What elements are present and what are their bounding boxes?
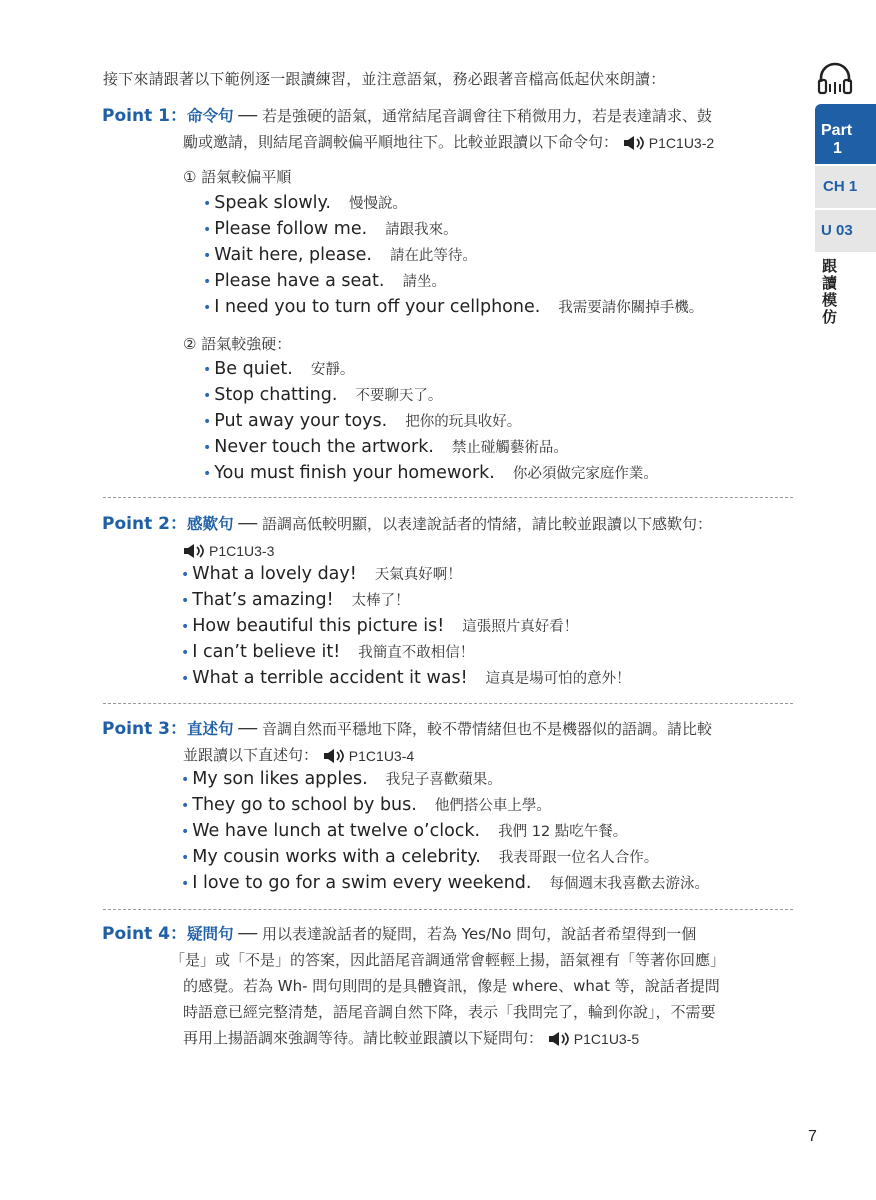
list-item: • Put away your toys. 把你的玩具收好。 (203, 411, 522, 431)
speaker-icon (323, 748, 347, 764)
unit-tab[interactable] (815, 210, 876, 252)
speaker-icon (623, 135, 647, 151)
audio-track-p1c1u3-5[interactable] (548, 1026, 639, 1052)
point-1-header: Point 1：命令句 ── 若是強硬的語氣，通常結尾音調會往下稍微用力，若是表達請求、鼓 (102, 106, 713, 126)
point-3-header: Point 3：直述句 ── 音調自然而平穩地下降，較不帶情緒但也不是機器似的語調。請比較 (102, 719, 713, 739)
list-item: • We have lunch at twelve o’clock. 我們 12 點吃午餐。 (181, 821, 628, 841)
point-1-line2-row (183, 129, 714, 156)
audio-track-p1c1u3-2[interactable] (623, 130, 714, 156)
audio-code: P1C1U3-3 (209, 542, 275, 559)
audio-track-p1c1u3-3[interactable] (183, 538, 274, 564)
list-item: • My son likes apples. 我兒子喜歡蘋果。 (181, 769, 502, 789)
sub-heading-strong: ② 語氣較強硬： (183, 335, 292, 353)
list-item: • Wait here, please. 請在此等待。 (203, 245, 477, 265)
part-label: Part (821, 122, 853, 139)
part-tab[interactable] (815, 104, 876, 164)
intro-text: 接下來請跟著以下範例逐一跟讀練習，並注意語氣，務必跟著音檔高低起伏來朗讀： (103, 70, 666, 88)
point-1-line2: 勵或邀請，則結尾音調較偏平順地往下。比較並跟讀以下命令句： (183, 133, 619, 151)
list-item: • Be quiet. 安靜。 (203, 359, 355, 379)
chapter-label: CH 1 (823, 178, 858, 195)
list-item: • How beautiful this picture is! 這張照片真好看！ (181, 616, 579, 636)
point-2-header: Point 2：感歎句 ── 語調高低較明顯，以表達說話者的情緒，請比較並跟讀以下感歎句： (102, 514, 713, 534)
point-3-line1: 音調自然而平穩地下降，較不帶情緒但也不是機器似的語調。請比較 (262, 720, 713, 738)
list-item: • Please follow me. 請跟我來。 (203, 219, 458, 239)
point-2-audio-row (183, 537, 274, 564)
section-divider (103, 703, 793, 704)
point-4-line4: 時語意已經完整清楚，語尾音調自然下降，表示「我問完了，輪到你說」，不需要 (183, 1003, 716, 1021)
point-2-label: Point 2： (102, 514, 187, 534)
point-1-label: Point 1： (102, 106, 187, 126)
list-item: • What a terrible accident it was! 這真是場可怕的意外！ (181, 668, 631, 688)
list-item: • What a lovely day! 天氣真好啊！ (181, 564, 462, 584)
audio-code: P1C1U3-2 (648, 134, 715, 151)
section-divider (103, 909, 793, 910)
point-4-line2: 「是」或「不是」的答案，因此語尾音調通常會輕輕上揚，語氣裡有「等著你回應」 (170, 951, 726, 969)
list-item: • You must finish your homework. 你必須做完家庭作業。 (203, 463, 658, 483)
list-item: • Please have a seat. 請坐。 (203, 271, 446, 291)
point-3-label: Point 3： (102, 719, 187, 739)
sidebar-vertical-title: 跟讀模仿 (822, 257, 838, 326)
point-1-name: 命令句 (186, 107, 234, 125)
audio-track-p1c1u3-4[interactable] (323, 743, 414, 769)
point-4-line5: 再用上揚語調來強調等待。請比較並跟讀以下疑問句： (183, 1029, 544, 1047)
list-item: • Stop chatting. 不要聊天了。 (203, 385, 443, 405)
point-3-line2-row (183, 742, 414, 769)
point-4-header: Point 4：疑問句 ── 用以表達說話者的疑問，若為 Yes/No 問句，說話者希望得到一個 (102, 924, 697, 944)
headphones-icon (816, 60, 854, 102)
point-4-line1: 用以表達說話者的疑問，若為 Yes/No 問句，說話者希望得到一個 (262, 925, 697, 943)
point-3-line2: 並跟讀以下直述句： (183, 746, 319, 764)
point-4-label: Point 4： (102, 924, 187, 944)
point-4-name: 疑問句 (186, 925, 234, 943)
point-4-line5-row (183, 1025, 639, 1052)
part-number: 1 (833, 140, 842, 157)
page-number: 7 (808, 1128, 817, 1145)
speaker-icon (183, 543, 207, 559)
list-item: • I need you to turn off your cellphone. 我需要請你關掉手機。 (203, 297, 704, 317)
list-item: • Never touch the artwork. 禁止碰觸藝術品。 (203, 437, 568, 457)
audio-code: P1C1U3-4 (348, 747, 415, 764)
point-4-line3: 的感覺。若為 Wh- 問句則問的是具體資訊，像是 where、what 等，說話者提問 (183, 977, 720, 995)
section-divider (103, 497, 793, 498)
list-item: • I love to go for a swim every weekend. 每個週末我喜歡去游泳。 (181, 873, 709, 893)
list-item: • I can’t believe it! 我簡直不敢相信！ (181, 642, 475, 662)
audio-code: P1C1U3-5 (573, 1030, 640, 1047)
list-item: • That’s amazing! 太棒了！ (181, 590, 410, 610)
point-3-name: 直述句 (186, 720, 234, 738)
speaker-icon (548, 1031, 572, 1047)
list-item: • They go to school by bus. 他們搭公車上學。 (181, 795, 551, 815)
chapter-tab[interactable] (815, 166, 876, 208)
point-1-line1: 若是強硬的語氣，通常結尾音調會往下稍微用力，若是表達請求、鼓 (262, 107, 713, 125)
list-item: • My cousin works with a celebrity. 我表哥跟一位名人合作。 (181, 847, 659, 867)
point-2-line1: 語調高低較明顯，以表達說話者的情緒，請比較並跟讀以下感歎句： (262, 515, 713, 533)
list-item: • Speak slowly. 慢慢說。 (203, 193, 407, 213)
point-2-name: 感歎句 (186, 515, 234, 533)
sub-heading-smooth: ① 語氣較偏平順 (183, 168, 292, 186)
unit-label: U 03 (821, 222, 853, 239)
